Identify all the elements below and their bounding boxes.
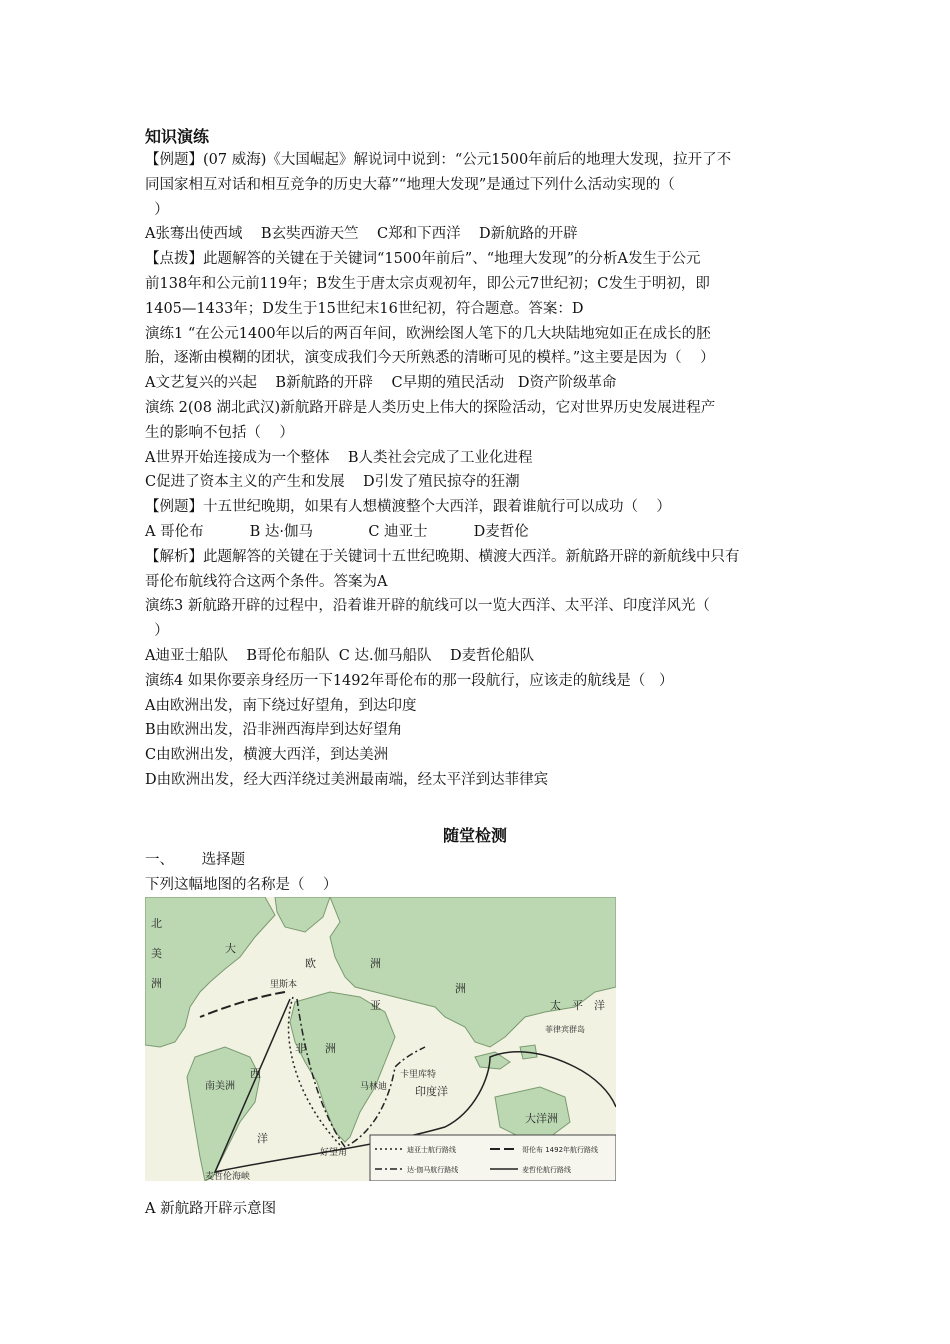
content-line: 【例题】十五世纪晚期，如果有人想横渡整个大西洋，跟着谁航行可以成功（ ）: [145, 499, 671, 516]
map-label-philippines: 菲律宾群岛: [545, 1025, 585, 1034]
map-label-calicut: 卡里库特: [400, 1070, 437, 1080]
content-line: B由欧洲出发，沿非洲西海岸到达好望角: [145, 722, 403, 739]
map-label-magellan-strait: 麦哲伦海峡: [205, 1172, 251, 1181]
section-heading: 知识演练: [145, 127, 210, 146]
map-label-pacific: 太 平 洋: [550, 999, 605, 1012]
content-line: A由欧洲出发，南下绕过好望角，到达印度: [145, 697, 417, 714]
legend-item-da-gama: 达·伽马航行路线: [407, 1166, 459, 1174]
question-type: 一、 选择题: [145, 852, 246, 868]
content-line: 【解析】此题解答的关键在于关键词十五世纪晚期、横渡大西洋。新航路开辟的新航线中只有: [145, 548, 740, 565]
content-line: 演练1 “在公元1400年以后的两百年间，欧洲绘图人笔下的几大块陆地宛如正在成长的胚: [145, 325, 711, 342]
question-text: 下列这幅地图的名称是（ ）: [145, 876, 338, 893]
map-label-yang: 洋: [257, 1132, 268, 1145]
content-line: 【点拨】此题解答的关键在于关键词“1500年前后”、“地理大发现”的分析A发生于公元: [145, 251, 701, 268]
content-line: A世界开始连接成为一个整体 B人类社会完成了工业化进程: [145, 449, 533, 466]
map-label-oceania: 大洋洲: [525, 1112, 558, 1125]
map-label-da: 大: [225, 942, 236, 955]
map-label-africa-zhou: 洲: [325, 1042, 336, 1055]
content-line: A张骞出使西域 B玄奘西游天竺 C郑和下西洋 D新航路的开辟: [145, 226, 578, 243]
map-label-malindi: 马林迪: [360, 1082, 388, 1092]
map-label-cape: 好望角: [320, 1148, 348, 1158]
map-label-lisbon: 里斯本: [270, 980, 298, 990]
map-legend: [370, 1135, 616, 1181]
content-line: A文艺复兴的兴起 B新航路的开辟 C早期的殖民活动 D资产阶级革命: [145, 375, 617, 392]
content-line: A迪亚士船队 B哥伦布船队 C 达.伽马船队 D麦哲伦船队: [145, 647, 535, 664]
content-line: ）: [145, 201, 169, 218]
legend-item-dias: 迪亚士航行路线: [407, 1146, 456, 1154]
content-line: A 哥伦布 B 达·伽马 C 迪亚士 D麦哲伦: [145, 523, 529, 540]
quiz-intro: [145, 848, 815, 898]
legend-item-columbus: 哥伦布 1492年航行路线: [522, 1146, 599, 1154]
map-label-north: 北: [151, 917, 162, 930]
map-label-africa: 非: [295, 1042, 306, 1055]
content-line: D由欧洲出发，经大西洋绕过美洲最南端，经太平洋到达菲律宾: [145, 771, 549, 788]
content-line: 演练 2(08 湖北武汉)新航路开辟是人类历史上伟大的探险活动，它对世界历史发展进程产: [145, 399, 716, 416]
map-label-zhou: 洲: [151, 977, 162, 990]
content-line: C由欧洲出发，横渡大西洋，到达美洲: [145, 747, 389, 764]
map-label-indian-ocean: 印度洋: [415, 1085, 448, 1098]
content-line: 1405—1433年；D发生于15世纪末16世纪初，符合题意。答案：D: [145, 300, 584, 317]
map-label-europe-zhou: 洲: [370, 957, 381, 970]
world-map-image: [145, 897, 616, 1181]
legend-item-magellan: 麦哲伦航行路线: [522, 1166, 571, 1174]
content-line: ）: [145, 623, 169, 640]
answer-option: A 新航路开辟示意图: [145, 1201, 277, 1217]
exercise-content: [145, 148, 815, 793]
map-label-asia: 亚: [370, 999, 381, 1012]
content-line: 【例题】(07 威海)《大国崛起》解说词中说到：“公元1500年前后的地理大发现，拉开了不: [145, 152, 732, 168]
content-line: 生的影响不包括（ ）: [145, 424, 294, 441]
content-line: 前138年和公元前119年；B发生于唐太宗贞观初年，即公元7世纪初；C发生于明初，即: [145, 275, 710, 292]
map-label-south-america: 南美洲: [205, 1081, 235, 1092]
map-label-asia-zhou: 洲: [455, 982, 466, 995]
content-line: C促进了资本主义的产生和发展 D引发了殖民掠夺的狂潮: [145, 474, 520, 491]
map-label-america: 美: [151, 947, 162, 960]
quiz-section-title: 随堂检测: [442, 826, 507, 845]
map-label-xi: 西: [250, 1067, 261, 1080]
content-line: 哥伦布航线符合这两个条件。答案为A: [145, 573, 388, 590]
content-line: 同国家相互对话和相互竞争的历史大幕”“地理大发现”是通过下列什么活动实现的（: [145, 176, 675, 193]
content-line: 演练3 新航路开辟的过程中，沿着谁开辟的航线可以一览大西洋、太平洋、印度洋风光（: [145, 598, 710, 615]
content-line: 胎，逐渐由模糊的团状，演变成我们今天所熟悉的清晰可见的模样。”这主要是因为（ ）: [145, 350, 715, 367]
map-label-europe: 欧: [305, 957, 316, 970]
content-line: 演练4 如果你要亲身经历一下1492年哥伦布的那一段航行，应该走的航线是（ ）: [145, 672, 674, 689]
